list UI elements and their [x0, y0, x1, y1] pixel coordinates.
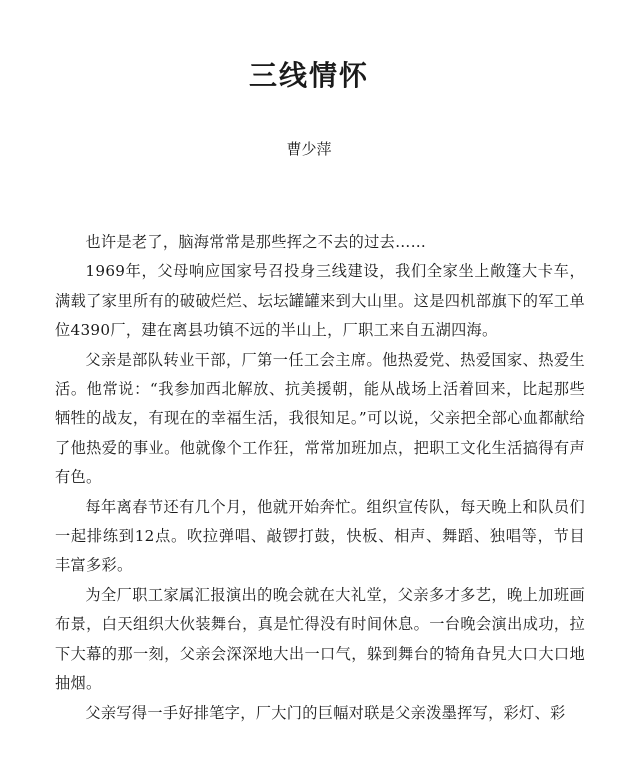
- paragraph: 1969年，父母响应国家号召投身三线建设，我们全家坐上敞篷大卡车，满载了家里所有的破破烂烂、坛坛罐罐来到大山里。这是四机部旗下的军工单位4390厂，建在离县功镇不远的半山上，厂职工来自五湖四海。: [55, 262, 585, 340]
- article-title: 三线情怀: [248, 59, 369, 92]
- paragraph: 为全厂职工家属汇报演出的晚会就在大礼堂，父亲多才多艺，晚上加班画布景，白天组织大伙装舞台，真是忙得没有时间休息。一台晚会演出成功，拉下大幕的那一刻，父亲会深深地大出一口气，躲到舞台的犄角旮旯大口大口地抽烟。: [55, 585, 585, 693]
- paragraph: 也许是老了，脑海常常是那些挥之不去的过去……: [85, 233, 427, 251]
- article-author: 曹少萍: [286, 140, 332, 158]
- paragraph: 父亲写得一手好排笔字，厂大门的巨幅对联是父亲泼墨挥写，彩灯、彩: [85, 703, 566, 722]
- article-body: [55, 228, 585, 728]
- paragraph: 每年离春节还有几个月，他就开始奔忙。组织宣传队，每天晚上和队员们一起排练到12点。吹拉弹唱、敲锣打鼓，快板、相声、舞蹈、独唱等，节目丰富多彩。: [55, 497, 585, 575]
- paragraph: 父亲是部队转业干部，厂第一任工会主席。他热爱党、热爱国家、热爱生活。他常说：“我参加西北解放、抗美援朝，能从战场上活着回来，比起那些牺牲的战友，有现在的幸福生活，我很知足。”可以说，父亲把全部心血都献给了他热爱的事业。他就像个工作狂，常常加班加点，把职工文化生活搞得有声有色。: [55, 350, 585, 487]
